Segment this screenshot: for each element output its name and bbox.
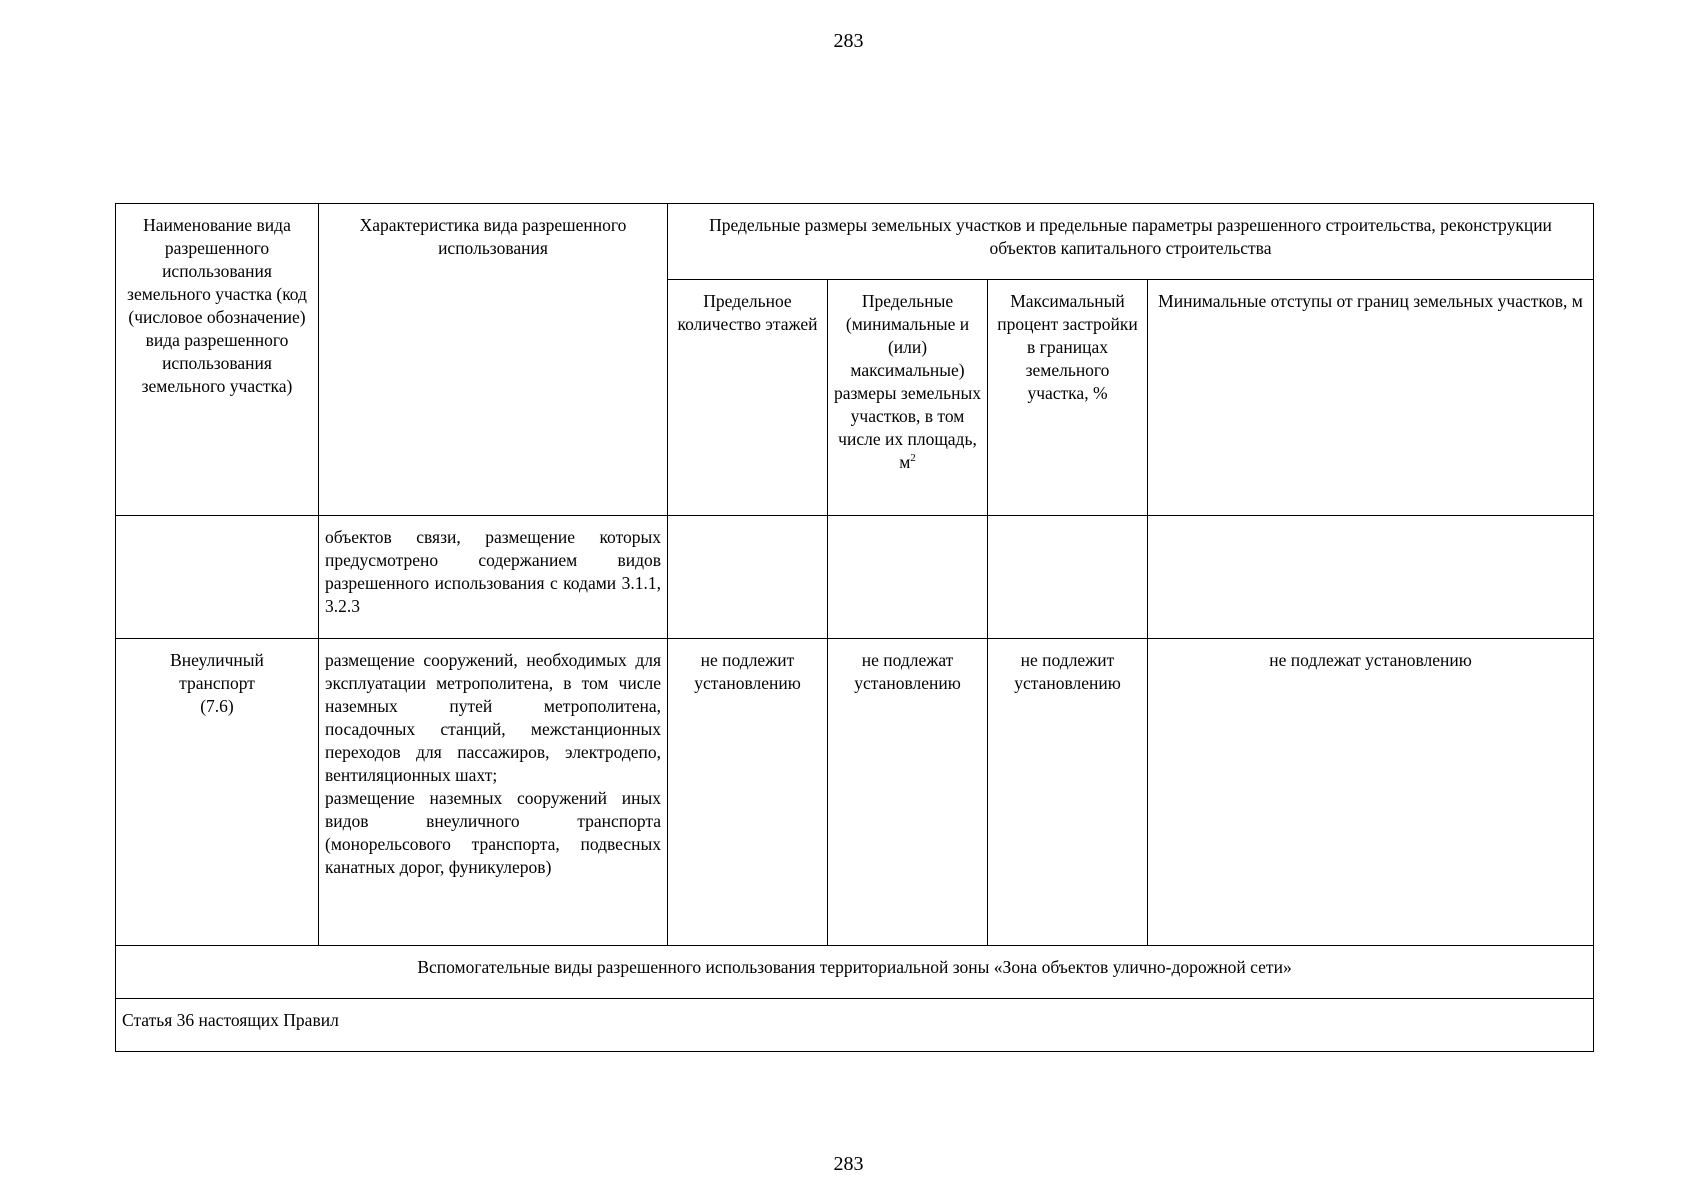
transport-code: (7.6) xyxy=(200,696,234,716)
cell-transport-name xyxy=(116,639,319,946)
header-plot-sizes-text: Предельные (минимальные и (или) максимальные) размеры земельных участков, в том числе их площадь, м xyxy=(834,291,982,472)
header-row-1 xyxy=(116,204,1594,280)
transport-name-line2: транспорт xyxy=(179,673,255,693)
transport-characteristic-p1: размещение сооружений, необходимых для эксплуатации метрополитена, в том числе наземных путей метрополитена, посадочных станций, межстанционных переходов для пассажиров, электродепо, вентиляционных шахт; xyxy=(325,650,661,785)
header-max-floors: Предельное количество этажей xyxy=(668,280,828,516)
auxiliary-reference: Статья 36 настоящих Правил xyxy=(116,999,1594,1052)
cell-transport-coverage: не подлежит установлению xyxy=(988,639,1148,946)
cell-continuation-characteristic: объектов связи, размещение которых предусмотрено содержанием видов разрешенного использования с кодами 3.1.1, 3.2.3 xyxy=(319,516,668,639)
page-number-top: 283 xyxy=(833,30,864,52)
cell-transport-plot: не подлежат установлению xyxy=(828,639,988,946)
transport-name-line1: Внеуличный xyxy=(170,650,264,670)
header-min-setbacks: Минимальные отступы от границ земельных участков, м xyxy=(1148,280,1594,516)
table-row-auxiliary-heading xyxy=(116,946,1594,999)
transport-characteristic-p2: размещение наземных сооружений иных видов внеуличного транспорта (монорельсового транспорта, подвесных канатных дорог, фуникулеров) xyxy=(325,788,661,877)
cell-transport-floors: не подлежит установлению xyxy=(668,639,828,946)
table-row-auxiliary-reference xyxy=(116,999,1594,1052)
header-use-name: Наименование вида разрешенного использования земельного участка (код (числовое обозначение) вида разрешенного использования земельного участка) xyxy=(116,204,319,516)
cell-continuation-name xyxy=(116,516,319,639)
header-limits-group: Предельные размеры земельных участков и предельные параметры разрешенного строительства, реконструкции объектов капитального строительства xyxy=(668,204,1594,280)
zoning-table xyxy=(115,203,1594,1052)
cell-continuation-plot xyxy=(828,516,988,639)
cell-transport-setbacks: не подлежат установлению xyxy=(1148,639,1594,946)
header-max-coverage: Максимальный процент застройки в границах земельного участка, % xyxy=(988,280,1148,516)
table-row-transport xyxy=(116,639,1594,946)
page-number-bottom: 283 xyxy=(833,1153,864,1175)
header-plot-sizes xyxy=(828,280,988,516)
cell-transport-characteristic xyxy=(319,639,668,946)
cell-continuation-coverage xyxy=(988,516,1148,639)
header-plot-sizes-sup: 2 xyxy=(910,452,916,465)
auxiliary-heading: Вспомогательные виды разрешенного использования территориальной зоны «Зона объектов улично-дорожной сети» xyxy=(116,946,1594,999)
header-use-characteristic: Характеристика вида разрешенного использования xyxy=(319,204,668,516)
table-row-continuation xyxy=(116,516,1594,639)
cell-continuation-setbacks xyxy=(1148,516,1594,639)
cell-continuation-floors xyxy=(668,516,828,639)
